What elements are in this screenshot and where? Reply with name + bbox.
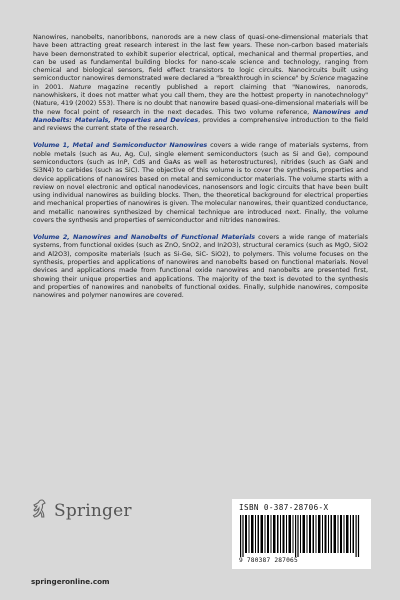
volume2-paragraph: Volume 2, Nanowires and Nanobelts of Functional Materials covers a wide range of materials systems, from functional oxides (such as ZnO, SnO2, and In2O3), structural ceramics (such as MgO, SiO2 and Al2O3), composite materials (such as Si-Ge, SiC- SiO2), to polymers. This volume focuses on the synthesis, properties and applications of nanowires and nanobelts based on functional materials. Novel devices and applications made from functional oxide nanowires and nanobelts are presented first, showing their unique properties and applications. The majority of the text is devoted to the synthesis and properties of nanowires and nanobelts of functional oxides. Finally, sulphide nanowires, composite nanowires and polymer nanowires are covered. [33,233,368,300]
description-text [33,33,368,308]
barcode-bars [240,515,364,557]
isbn-number: ISBN 0-387-28706-X [239,503,329,512]
intro-paragraph: Nanowires, nanobelts, nanoribbons, nanorods are a new class of quasi-one-dimensional materials that have been attracting great research interest in the last few years. These non-carbon based materials have been demonstrated to exhibit superior electrical, optical, mechanical and thermal properties, and can be used as fundamental building blocks for nano-scale science and technology, ranging from chemical and biological sensors, field effect transistors to logic circuits. Nanocircuits built using semiconductor nanowires demonstrated were declared a "breakthrough in science" by Science magazine in 2001. Nature magazine recently published a report claiming that "Nanowires, nanorods, nanowhiskers, it does not matter what you call them, they are the hottest property in nanotechnology" (Nature, 419 (2002) 553). There is no doubt that nanowire based quasi-one-dimensional materials will be the new focal point of research in the next decades. This two volume reference, Nanowires and Nanobelts: Materials, Properties and Devices, provides a comprehensive introduction to the field and reviews the current state of the research. [33,33,369,133]
publisher-logo [30,498,132,524]
volume2-title: Volume 2, Nanowires and Nanobelts of Functional Materials [33,233,256,242]
volume1-paragraph: Volume 1, Metal and Semiconductor Nanowires covers a wide range of materials systems, from noble metals (such as Au, Ag, Cu), single element semiconductors (such as Si and Ge), compound semiconductors (such as InP, CdS and GaAs as well as heterostructures), nitrides (such as GaN and Si3N4) to carbides (such as SiC). The objective of this volume is to cover the synthesis, properties and device applications of nanowires based on metal and semiconductor materials. The volume starts with a review on novel electronic and optical nanodevices, nanosensors and logic circuits that have been built using individual nanowires as building blocks. Then, the theoretical background for electrical properties and mechanical properties of nanowires is given. The molecular nanowires, their quantized conductance, and metallic nanowires synthesized by chemical technique are introduced next. Finally, the volume covers the synthesis and properties of semiconductor and nitrides nanowires. [33,141,368,224]
nature-magazine-name: Nature [69,82,92,91]
isbn-barcode [232,499,371,569]
volume1-title: Volume 1, Metal and Semiconductor Nanowires [33,141,208,150]
publisher-website[interactable]: springeronline.com [31,577,110,586]
springer-horse-icon [30,498,50,524]
barcode-digits: 9 780387 287065 [239,557,298,564]
book-title: Nanowires and Nanobelts: Materials, Properties and Devices [33,107,369,124]
science-magazine-name: Science [310,74,335,83]
publisher-name: Springer [54,501,132,521]
